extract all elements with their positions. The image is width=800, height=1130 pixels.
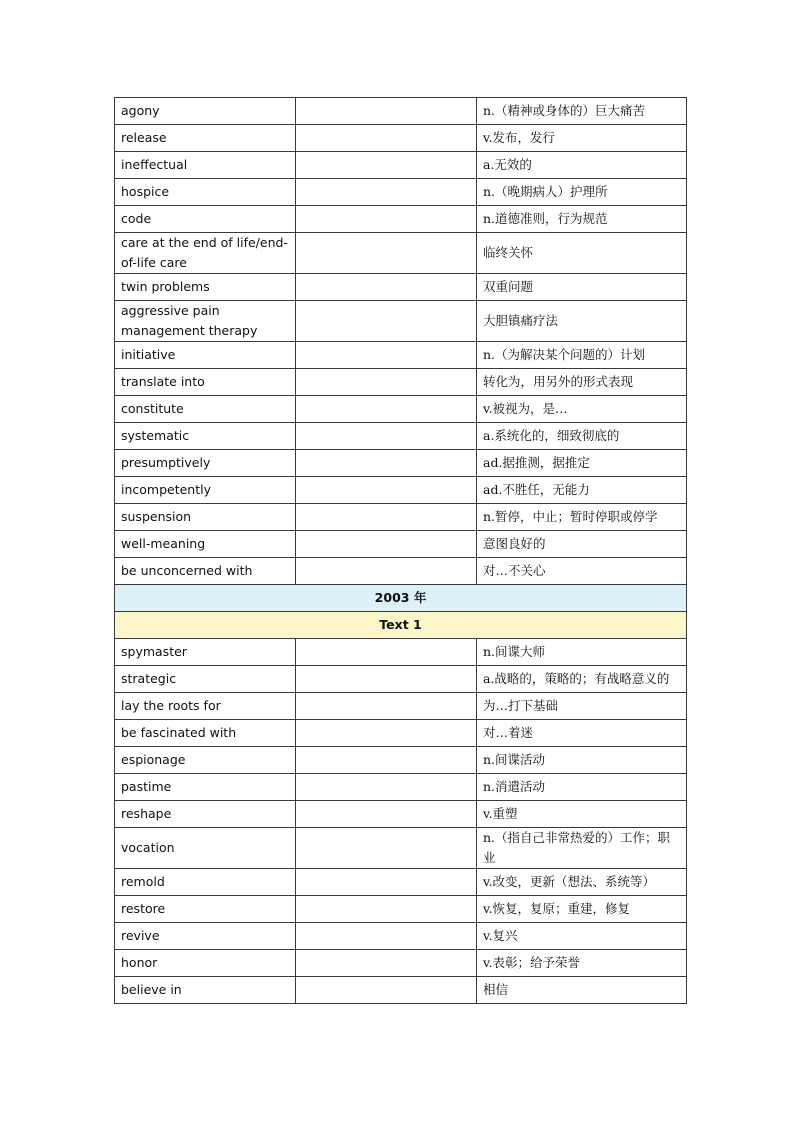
meaning-cell: a.无效的 — [477, 152, 687, 179]
table-row — [115, 869, 687, 896]
note-cell — [296, 450, 477, 477]
meaning-cell: v.恢复，复原；重建，修复 — [477, 896, 687, 923]
term-cell: believe in — [115, 977, 296, 1004]
note-cell — [296, 477, 477, 504]
term-cell: strategic — [115, 666, 296, 693]
table-row — [115, 504, 687, 531]
meaning-cell: 双重问题 — [477, 274, 687, 301]
note-cell — [296, 558, 477, 585]
term-cell: code — [115, 206, 296, 233]
note-cell — [296, 369, 477, 396]
table-row — [115, 639, 687, 666]
term-cell: be unconcerned with — [115, 558, 296, 585]
table-row — [115, 950, 687, 977]
note-cell — [296, 125, 477, 152]
section-year-header — [115, 585, 687, 612]
term-cell: lay the roots for — [115, 693, 296, 720]
vocabulary-table — [114, 97, 687, 1004]
term-cell: honor — [115, 950, 296, 977]
note-cell — [296, 504, 477, 531]
meaning-cell: v.发布，发行 — [477, 125, 687, 152]
note-cell — [296, 720, 477, 747]
note-cell — [296, 396, 477, 423]
table-row — [115, 342, 687, 369]
table-row — [115, 977, 687, 1004]
term-cell: be fascinated with — [115, 720, 296, 747]
table-row — [115, 828, 687, 869]
note-cell — [296, 950, 477, 977]
term-cell: initiative — [115, 342, 296, 369]
meaning-cell: a.战略的，策略的；有战略意义的 — [477, 666, 687, 693]
table-row — [115, 747, 687, 774]
table-row — [115, 423, 687, 450]
section-text-header-label: Text 1 — [115, 612, 687, 639]
note-cell — [296, 152, 477, 179]
meaning-cell: n.（晚期病人）护理所 — [477, 179, 687, 206]
meaning-cell: 转化为，用另外的形式表现 — [477, 369, 687, 396]
note-cell — [296, 801, 477, 828]
meaning-cell: 对…不关心 — [477, 558, 687, 585]
table-row — [115, 233, 687, 274]
table-row — [115, 206, 687, 233]
term-cell: care at the end of life/end-of-life care — [115, 233, 296, 274]
meaning-cell: ad.不胜任，无能力 — [477, 477, 687, 504]
term-cell: translate into — [115, 369, 296, 396]
table-row — [115, 396, 687, 423]
meaning-cell: n.（指自己非常热爱的）工作；职业 — [477, 828, 687, 869]
term-cell: espionage — [115, 747, 296, 774]
table-row — [115, 125, 687, 152]
table-row — [115, 558, 687, 585]
note-cell — [296, 301, 477, 342]
meaning-cell: 大胆镇痛疗法 — [477, 301, 687, 342]
meaning-cell: n.（为解决某个问题的）计划 — [477, 342, 687, 369]
meaning-cell: v.改变，更新（想法、系统等） — [477, 869, 687, 896]
table-row — [115, 152, 687, 179]
term-cell: aggressive pain management therapy — [115, 301, 296, 342]
term-cell: reshape — [115, 801, 296, 828]
meaning-cell: 相信 — [477, 977, 687, 1004]
note-cell — [296, 423, 477, 450]
meaning-cell: 临终关怀 — [477, 233, 687, 274]
term-cell: release — [115, 125, 296, 152]
meaning-cell: v.被视为，是… — [477, 396, 687, 423]
note-cell — [296, 342, 477, 369]
note-cell — [296, 639, 477, 666]
table-row — [115, 274, 687, 301]
table-row — [115, 179, 687, 206]
note-cell — [296, 98, 477, 125]
meaning-cell: n.消遣活动 — [477, 774, 687, 801]
term-cell: restore — [115, 896, 296, 923]
note-cell — [296, 923, 477, 950]
note-cell — [296, 774, 477, 801]
table-row — [115, 693, 687, 720]
term-cell: incompetently — [115, 477, 296, 504]
meaning-cell: 对…着迷 — [477, 720, 687, 747]
term-cell: agony — [115, 98, 296, 125]
term-cell: presumptively — [115, 450, 296, 477]
term-cell: remold — [115, 869, 296, 896]
term-cell: twin problems — [115, 274, 296, 301]
note-cell — [296, 274, 477, 301]
note-cell — [296, 747, 477, 774]
note-cell — [296, 693, 477, 720]
meaning-cell: ad.据推测，据推定 — [477, 450, 687, 477]
section-text-header — [115, 612, 687, 639]
note-cell — [296, 977, 477, 1004]
table-row — [115, 923, 687, 950]
term-cell: vocation — [115, 828, 296, 869]
meaning-cell: v.复兴 — [477, 923, 687, 950]
meaning-cell: n.间谍活动 — [477, 747, 687, 774]
note-cell — [296, 869, 477, 896]
table-row — [115, 301, 687, 342]
term-cell: hospice — [115, 179, 296, 206]
table-row — [115, 774, 687, 801]
section-year-header-label: 2003 年 — [115, 585, 687, 612]
term-cell: well-meaning — [115, 531, 296, 558]
meaning-cell: n.暂停，中止；暂时停职或停学 — [477, 504, 687, 531]
meaning-cell: a.系统化的，细致彻底的 — [477, 423, 687, 450]
meaning-cell: 意图良好的 — [477, 531, 687, 558]
note-cell — [296, 666, 477, 693]
table-row — [115, 450, 687, 477]
term-cell: revive — [115, 923, 296, 950]
term-cell: constitute — [115, 396, 296, 423]
meaning-cell: n.（精神或身体的）巨大痛苦 — [477, 98, 687, 125]
table-row — [115, 531, 687, 558]
term-cell: ineffectual — [115, 152, 296, 179]
table-row — [115, 720, 687, 747]
table-row — [115, 477, 687, 504]
note-cell — [296, 896, 477, 923]
table-row — [115, 801, 687, 828]
term-cell: suspension — [115, 504, 296, 531]
note-cell — [296, 531, 477, 558]
meaning-cell: 为…打下基础 — [477, 693, 687, 720]
table-row — [115, 98, 687, 125]
vocabulary-table-body — [115, 98, 687, 1004]
note-cell — [296, 206, 477, 233]
meaning-cell: n.间谍大师 — [477, 639, 687, 666]
note-cell — [296, 828, 477, 869]
term-cell: pastime — [115, 774, 296, 801]
meaning-cell: v.表彰；给予荣誉 — [477, 950, 687, 977]
term-cell: spymaster — [115, 639, 296, 666]
note-cell — [296, 179, 477, 206]
meaning-cell: n.道德准则，行为规范 — [477, 206, 687, 233]
table-row — [115, 666, 687, 693]
term-cell: systematic — [115, 423, 296, 450]
table-row — [115, 369, 687, 396]
table-row — [115, 896, 687, 923]
meaning-cell: v.重塑 — [477, 801, 687, 828]
note-cell — [296, 233, 477, 274]
